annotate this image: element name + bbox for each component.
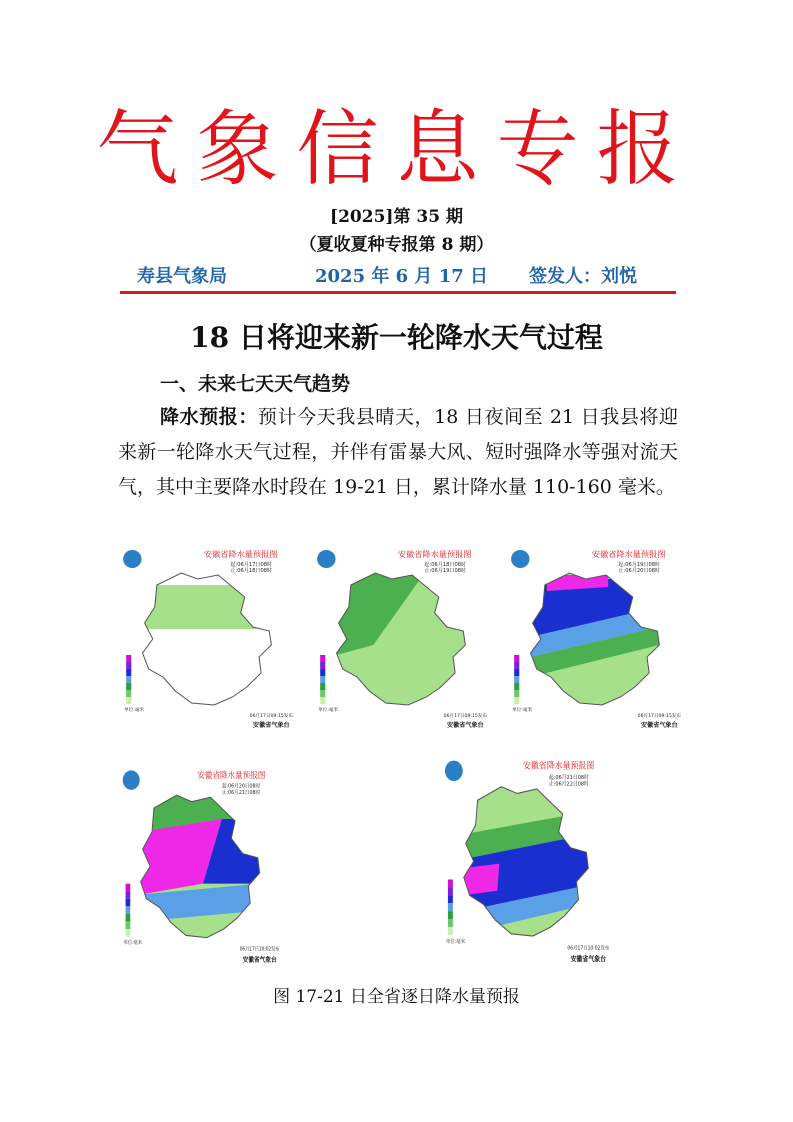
map-unit: 单位:毫米 <box>512 708 533 713</box>
masthead-title: 气象信息专报 <box>96 102 697 197</box>
issue-date: 2025 年 6 月 17 日 <box>315 266 489 287</box>
legend-swatch <box>514 676 519 683</box>
legend-swatch <box>320 690 325 697</box>
legend-swatch <box>126 891 131 899</box>
legend-swatch <box>126 690 131 697</box>
map-period-from: 起:06月18日08时 <box>424 562 467 568</box>
map-title: 安徽省降水量预报图 <box>591 549 666 559</box>
issue-number: [2025]第 35 期 <box>330 207 463 227</box>
forecast-map-2 <box>312 545 496 735</box>
legend-swatch <box>126 676 131 683</box>
legend-swatch <box>126 697 131 704</box>
precip-area <box>143 585 272 629</box>
map-agency: 安徽省气象台 <box>242 956 277 964</box>
agency-logo-icon <box>123 550 141 568</box>
legend-swatch <box>514 697 519 704</box>
map-title: 安徽省降水量预报图 <box>523 761 595 772</box>
map-title: 安徽省降水量预报图 <box>197 769 266 781</box>
legend-swatch <box>514 669 519 676</box>
map-issued: 06月17日09:15发布 <box>443 714 488 719</box>
map-title: 安徽省降水量预报图 <box>203 549 278 559</box>
legend-swatch <box>448 887 453 895</box>
legend-swatch <box>320 662 325 669</box>
office-name: 寿县气象局 <box>137 266 227 287</box>
section-heading: 一、未来七天天气趋势 <box>160 373 351 395</box>
legend-swatch <box>514 662 519 669</box>
signer: 签发人：刘悦 <box>529 266 637 287</box>
legend-swatch <box>448 911 453 919</box>
legend-swatch <box>126 906 131 914</box>
map-unit: 单位:毫米 <box>318 708 339 713</box>
agency-logo-icon <box>445 761 463 781</box>
map-period-to: 止:06月19日08时 <box>424 568 467 574</box>
legend-swatch <box>514 683 519 690</box>
legend-swatch <box>320 669 325 676</box>
map-period-to: 止:06月18日08时 <box>230 568 273 574</box>
forecast-map-5 <box>440 755 618 970</box>
forecast-map-1 <box>118 545 302 735</box>
legend-swatch <box>126 662 131 669</box>
map-period-from: 起:06月19日08时 <box>618 562 661 568</box>
forecast-map-4 <box>118 765 288 970</box>
legend-swatch <box>126 669 131 676</box>
agency-logo-icon <box>317 550 335 568</box>
legend-swatch <box>448 927 453 935</box>
legend-swatch <box>126 914 131 922</box>
legend-swatch <box>126 921 131 929</box>
map-period-to: 止:06月22日08时 <box>548 781 589 788</box>
map-issued: 06月17日10:02发布 <box>239 947 280 953</box>
legend-swatch <box>448 903 453 911</box>
legend-swatch <box>514 690 519 697</box>
figure-caption: 图 17-21 日全省逐日降水量预报 <box>273 987 520 1007</box>
legend-swatch <box>514 655 519 662</box>
map-agency: 安徽省气象台 <box>640 722 678 729</box>
legend-swatch <box>320 683 325 690</box>
map-issued: 06月17日09:15发布 <box>637 714 682 719</box>
map-period-from: 起:06月21日08时 <box>548 774 589 781</box>
legend-swatch <box>126 655 131 662</box>
legend-swatch <box>126 929 131 937</box>
forecast-map-3 <box>506 545 690 735</box>
legend-swatch <box>448 919 453 927</box>
map-unit: 单位:毫米 <box>124 708 145 713</box>
map-issued: 06月17日10:02发布 <box>567 946 610 952</box>
map-agency: 安徽省气象台 <box>446 722 484 729</box>
map-issued: 06月17日09:15发布 <box>249 714 294 719</box>
legend-swatch <box>448 879 453 887</box>
map-agency: 安徽省气象台 <box>570 954 607 964</box>
legend-swatch <box>448 895 453 903</box>
legend-swatch <box>320 676 325 683</box>
paragraph-body: 预计今天我县晴天，18 日夜间至 21 日我县将迎来新一轮降水天气过程，并伴有雷暴大风、短时强降水等强对流天气，其中主要降水时段在 19-21 日，累计降水量 110-160 毫米。 <box>118 406 678 498</box>
legend-swatch <box>126 884 131 892</box>
map-period-to: 止:06月21日08时 <box>221 789 261 797</box>
sub-issue-number: （夏收夏种专报第 8 期） <box>299 235 494 255</box>
map-unit: 单位:毫米 <box>445 939 466 945</box>
map-agency: 安徽省气象台 <box>252 722 290 729</box>
map-period-from: 起:06月17日08时 <box>230 562 273 568</box>
map-period-to: 止:06月20日08时 <box>618 568 661 574</box>
map-title: 安徽省降水量预报图 <box>397 549 472 559</box>
paragraph-lead: 降水预报： <box>160 406 258 428</box>
agency-logo-icon <box>511 550 529 568</box>
legend-swatch <box>320 697 325 704</box>
legend-swatch <box>320 655 325 662</box>
legend-swatch <box>126 899 131 907</box>
legend-swatch <box>126 683 131 690</box>
article-title: 18 日将迎来新一轮降水天气过程 <box>190 321 603 354</box>
map-period-from: 起:06月20日08时 <box>221 783 261 790</box>
map-unit: 单位:毫米 <box>123 940 143 947</box>
agency-logo-icon <box>123 770 140 789</box>
